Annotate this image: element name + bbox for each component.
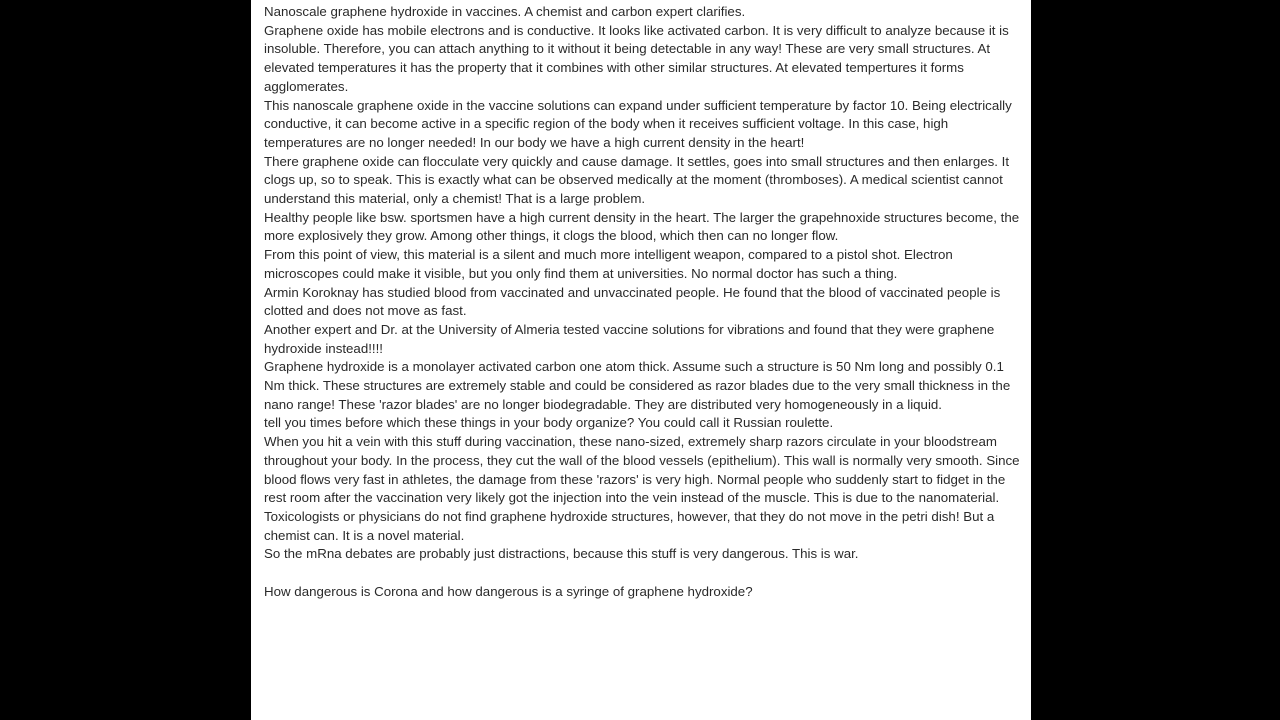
- paragraph: Graphene oxide has mobile electrons and is conductive. It looks like activated carbon. It is very difficult to analyze because it is insoluble. Therefore, you can attach anything to it without it being detectable in any way! These are very small structures. At elevated temperatures it has the property that it combines with other similar structures. At elevated tempertures it forms agglomerates.: [264, 22, 1009, 94]
- paragraph-title: Nanoscale graphene hydroxide in vaccines. A chemist and carbon expert clarifies.: [264, 4, 746, 19]
- paragraph: Graphene hydroxide is a monolayer activated carbon one atom thick. Assume such a structure is 50 Nm long and possibly 0.1 Nm thick. These structures are extremely stable and could be considered as razor blades due to the very small thickness in the nano range! These 'razor blades' are no longer biodegradable. They are distributed very homogeneously in a liquid.: [264, 359, 1011, 412]
- paragraph: Armin Koroknay has studied blood from vaccinated and unvaccinated people. He found that the blood of vaccinated people is clotted and does not move as fast.: [264, 284, 1001, 319]
- closing-question: How dangerous is Corona and how dangerous is a syringe of graphene hydroxide?: [264, 583, 753, 599]
- paragraph: Another expert and Dr. at the University of Almeria tested vaccine solutions for vibrations and found that they were graphene hydroxide instead!!!!: [264, 321, 995, 356]
- paragraph: Toxicologists or physicians do not find graphene hydroxide structures, however, that they do not move in the petri dish! But a chemist can. It is a novel material.: [264, 508, 995, 543]
- blank-line: [264, 564, 1026, 583]
- paragraph: tell you times before which these things in your body organize? You could call it Russian roulette.: [264, 415, 834, 431]
- paragraph: Healthy people like bsw. sportsmen have a high current density in the heart. The larger the grapehnoxide structures become, the more explosively they grow. Among other things, it clogs the blood, which then can no longer flow.: [264, 209, 1020, 244]
- paragraph: When you hit a vein with this stuff during vaccination, these nano-sized, extremely sharp razors circulate in your bloodstream throughout your body. In the process, they cut the wall of the blood vessels (epithelium). This wall is normally very smooth. Since blood flows very fast in athletes, the damage from these 'razors' is very high. Normal people who suddenly start to fidget in the rest room after the vaccination very likely got the injection into the vein instead of the muscle. This is due to the nanomaterial.: [264, 434, 1020, 506]
- paragraph: So the mRna debates are probably just distractions, because this stuff is very dangerous. This is war.: [264, 546, 859, 562]
- paragraph: There graphene oxide can flocculate very quickly and cause damage. It settles, goes into small structures and then enlarges. It clogs up, so to speak. This is exactly what can be observed medically at the moment (thromboses). A medical scientist cannot understand this material, only a chemist! That is a large problem.: [264, 153, 1010, 207]
- document-page: [251, 0, 1031, 720]
- paragraph: This nanoscale graphene oxide in the vaccine solutions can expand under sufficient temperature by factor 10. Being electrically conductive, it can become active in a specific region of the body when it receives sufficient voltage. In this case, high temperatures are no longer needed! In our body we have a high current density in the heart!: [264, 97, 1012, 150]
- document-body: [264, 3, 1026, 601]
- paragraph: From this point of view, this material is a silent and much more intelligent weapon, compared to a pistol shot. Electron microscopes could make it visible, but you only find them at universities. No normal doctor has such a thing.: [264, 247, 953, 281]
